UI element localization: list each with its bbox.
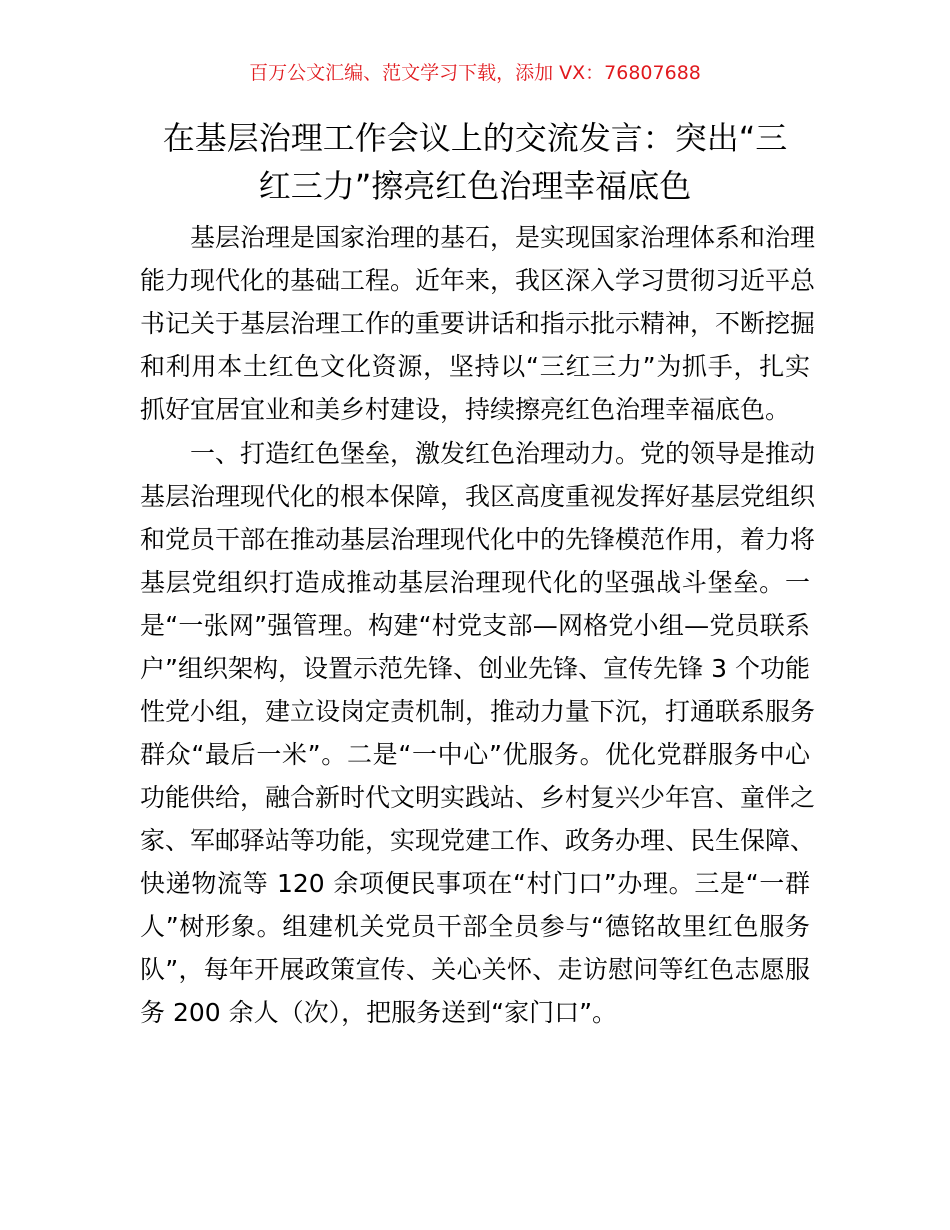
text-line: 和利用本土红色文化资源，坚持以“三红三力”为抓手，扎实 [140,352,810,381]
text-line: 家、军邮驿站等功能，实现党建工作、政务办理、民生保障、 [140,826,816,855]
text-line: 基层党组织打造成推动基层治理现代化的坚强战斗堡垒。一 [140,568,810,597]
text-line: 户”组织架构，设置示范先锋、创业先锋、宣传先锋 3 个功能 [140,654,810,683]
text-line: 书记关于基层治理工作的重要讲话和指示批示精神，不断挖掘 [140,309,816,338]
text-line: 能力现代化的基础工程。近年来，我区深入学习贯彻习近平总 [140,266,816,295]
title-line: 在基层治理工作会议上的交流发言：突出“三 [162,119,788,157]
watermark-header: 百万公文汇编、范文学习下载，添加 VX：76807688 [249,62,701,84]
text-line: 队”，每年开展政策宣传、关心关怀、走访慰问等红色志愿服 [140,955,810,984]
text-line: 性党小组，建立设岗定责机制，推动力量下沉，打通联系服务 [140,697,816,726]
title-line: 红三力”擦亮红色治理幸福底色 [258,167,692,205]
paragraph-section-1 [140,432,816,1034]
text-line: 快递物流等 120 余项便民事项在“村门口”办理。三是“一群 [140,869,810,898]
document-title [140,114,810,210]
text-line: 抓好宜居宜业和美乡村建设，持续擦亮红色治理幸福底色。 [140,395,791,424]
text-line: 基层治理现代化的根本保障，我区高度重视发挥好基层党组织 [140,482,816,511]
text-line: 功能供给，融合新时代文明实践站、乡村复兴少年宫、童伴之 [140,783,816,812]
text-line: 务 200 余人（次），把服务送到“家门口”。 [140,998,618,1027]
text-line: 一、打造红色堡垒，激发红色治理动力。党的领导是推动 [190,439,816,468]
text-line: 人”树形象。组建机关党员干部全员参与“德铭故里红色服务 [140,912,810,941]
text-line: 基层治理是国家治理的基石，是实现国家治理体系和治理 [190,223,816,252]
text-line: 是“一张网”强管理。构建“村党支部—网格党小组—党员联系 [140,611,810,640]
text-line: 群众“最后一米”。二是“一中心”优服务。优化党群服务中心 [140,740,810,769]
paragraph-intro [140,216,816,431]
text-line: 和党员干部在推动基层治理现代化中的先锋模范作用，着力将 [140,525,816,554]
